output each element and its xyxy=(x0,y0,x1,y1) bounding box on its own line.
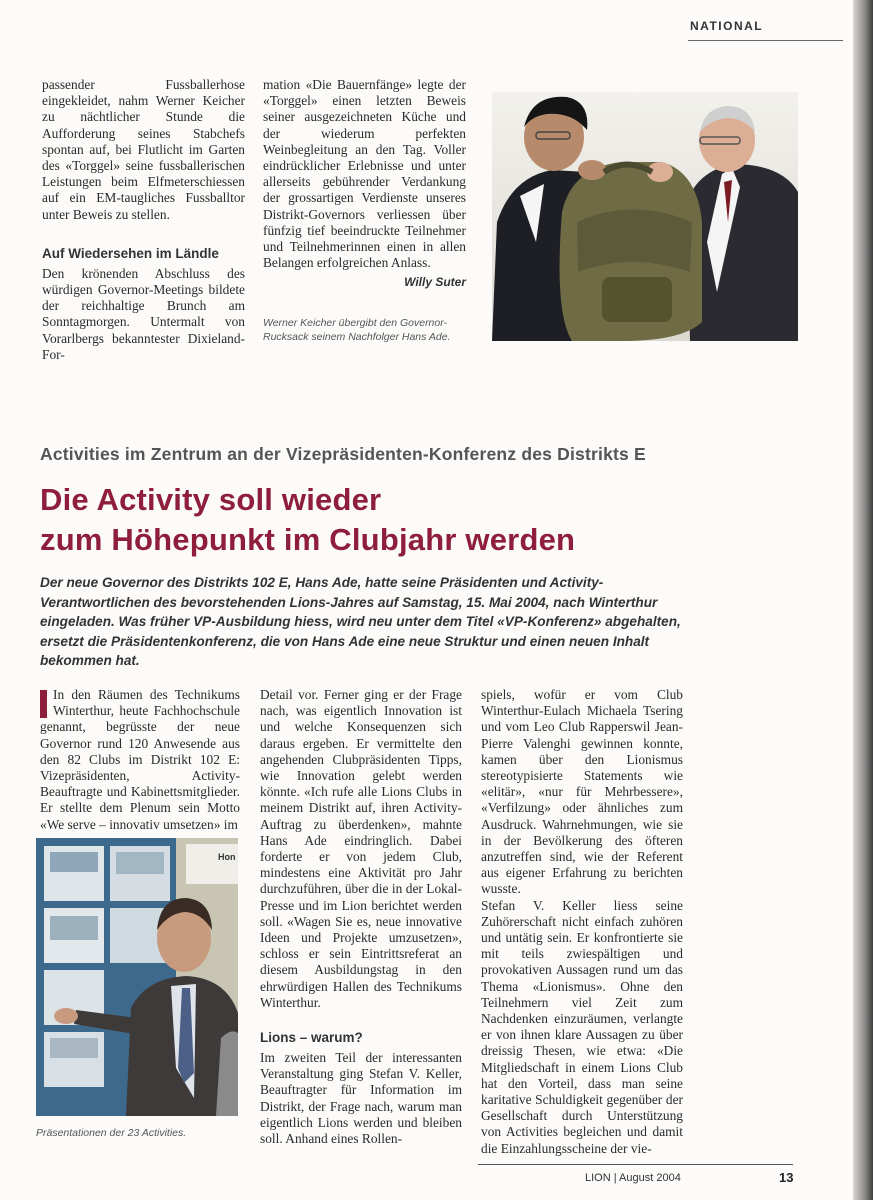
article-column-2 xyxy=(260,687,462,1147)
article-column-3 xyxy=(481,687,683,1157)
footer-rule xyxy=(478,1164,793,1165)
activities-photo-caption: Präsentationen der 23 Activities. xyxy=(36,1127,187,1139)
article-col3-text: spiels, wofür er vom Club Winterthur-Eulach Michaela Tsering und vom Leo Club Rapperswil Jean-Pierre Valenghi gewinnen konnte, kamen über den Lionismus stereotypisierte Statements wie «elitär», «nur für Mehrbessere», «Verfilzung» oder ähnliches zum Ausdruck. Wahrnehmungen, wie sie in der Bevölkerung des öfteren anzutreffen sind, wie der Referent aus eigener Erfahrung zu berichten wusste. xyxy=(481,687,683,897)
page-edge-shadow xyxy=(853,0,873,1200)
signature: Willy Suter xyxy=(404,275,466,290)
article-column-1 xyxy=(40,687,240,833)
top-column-2 xyxy=(263,77,466,291)
page-number: 13 xyxy=(779,1170,794,1185)
top-photo-caption: Werner Keicher übergibt den Governor-Rucksack seinem Nachfolger Hans Ade. xyxy=(263,317,451,343)
drop-cap-marker xyxy=(40,690,47,718)
headline-line-2: zum Höhepunkt im Clubjahr werden xyxy=(40,522,576,557)
top-col1-text: passender Fussballerhose eingekleidet, nahm Werner Keicher zu nächtlicher Stunde die Aufforderung seines Stabchefs spontan auf, bei Flutlicht im Garten des «Torggel» seine fussballerischen Leistungen beim Elfmeterschiessen auf ein EM-taugliches Fussballtor unter Beweis zu stellen. xyxy=(42,77,245,222)
article-lead: Der neue Governor des Distrikts 102 E, Hans Ade, hatte seine Präsidenten und Activity-Verantwortlichen des bevorstehenden Lions-Jahres auf Samstag, 15. Mai 2004, nach Winterthur eingeladen. Was früher VP-Ausbildung hiess, wird neu unter dem Titel «VP-Konferenz» abgehalten, ersetzt die Präsidentenkonferenz, die von Hans Ade eine neue Struktur und einen neuen Inhalt bekommen hat. xyxy=(40,575,681,668)
top-column-1 xyxy=(42,77,245,363)
article-headline xyxy=(40,480,575,560)
section-rule xyxy=(688,40,843,41)
article-col2-text2: Im zweiten Teil der interessanten Veranstaltung ging Stefan V. Keller, Beauftragter für Information im Distrikt, der Frage nach, warum man eigentlich Lions werden und bleiben soll. Anhand eines Rollen- xyxy=(260,1050,462,1147)
governor-backpack-photo xyxy=(492,92,798,341)
footer-publication: LION | August 2004 xyxy=(585,1172,681,1184)
article-col1-text: In den Räumen des Technikums Winterthur, heute Fachhochschule genannt, begrüsste der neue Governor rund 120 Anwesende aus den 82 Clubs im Distrikt 102 E: Vizepräsidenten, Activity-Beauftragte und Kabinettsmitglieder. Er stellte dem Plenum sein Motto «We serve – innovativ umsetzen» im xyxy=(40,687,240,832)
article-col2-text: Detail vor. Ferner ging er der Frage nach, was eigentlich Innovation ist und welche Konsequenzen sich daraus ergeben. Er vermittelte den angehenden Clubpräsidenten Tipps, wie Innovation gelebt werden könnte. «Ich rufe alle Lions Clubs in meinem Distrikt auf, ihren Activity-Auftrag zu überdenken», mahnte Hans Ade eindringlich. Dabei forderte er von jedem Club, mindestens eine Aktivität pro Jahr durchzuführen, über die in der Lokal-Presse und im Lion berichtet werden soll. «Wagen Sie es, neue innovative Ideen und Projekte umzusetzen», schloss er sein Eintrittsreferat an diesem Ausbildungstag in den ehrwürdigen Hallen des Technikums Winterthur. xyxy=(260,687,462,1010)
article-kicker: Activities im Zentrum an der Vizepräsidenten-Konferenz des Distrikts E xyxy=(40,444,646,464)
article-col3-text2: Stefan V. Keller liess seine Zuhörerschaft nicht einfach zuhören und untätig sein. Er konfrontierte sie mit teils zwiespältigen und provokativen Aussagen rund um das Thema «Lionismus». Ohne den Teilnehmern viel Zeit zum Nachdenken einzuräumen, verlangte er von ihnen klare Aussagen zu über dreissig Thesen, wie etwa: «Die Mitgliedschaft in einem Lions Club hat den Vorteil, dass man seine karitative Schuldigkeit gegenüber der Gesellschaft durch Unterstützung von Activities begleichen und damit die Einzahlungsscheine der vie- xyxy=(481,897,683,1156)
headline-line-1: Die Activity soll wieder xyxy=(40,482,382,517)
top-col2-text: mation «Die Bauernfänge» legte der «Torggel» einen letzten Beweis seiner ausgezeichneten Küche und der wiederum perfekten Weinbegleitung an den Tag. Voller eindrücklicher Erlebnisse und unter allerseits gebührender Verdankung der grossartigen Verdienste unseres Distrikt-Governors verliessen über fünfzig tief beeindruckte Teilnehmer und Teilnehmerinnen einen in allen Belangen erfolgreichen Anlass. xyxy=(263,77,466,271)
activities-presentation-photo xyxy=(36,838,238,1116)
top-col1-text2: Den krönenden Abschluss des würdigen Governor-Meetings bildete der reichhaltige Brunch am Sonntagmorgen. Untermalt von Vorarlbergs bekanntester Dixieland-For- xyxy=(42,265,245,362)
section-label: NATIONAL xyxy=(690,19,764,33)
top-subheading: Auf Wiedersehen im Ländle xyxy=(42,245,219,261)
article-subheading: Lions – warum? xyxy=(260,1030,363,1046)
poster-label: Hon xyxy=(218,852,236,862)
